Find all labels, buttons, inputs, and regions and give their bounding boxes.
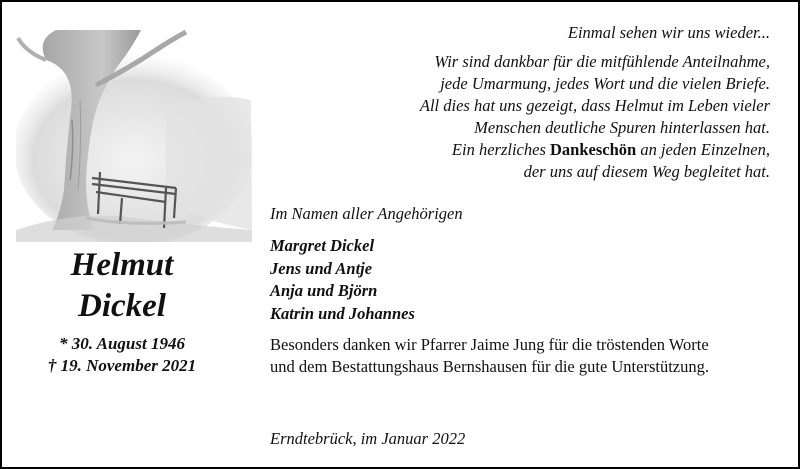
- deceased-last-name: Dickel: [78, 288, 166, 324]
- gratitude-line-thanks: [332, 139, 770, 161]
- thanks-prefix: Ein herzliches: [451, 140, 550, 159]
- gratitude-line: All dies hat uns gezeigt, dass Helmut im Leben vieler: [419, 96, 770, 115]
- tree-and-bench-illustration: [16, 30, 252, 242]
- gratitude-line: jede Umarmung, jedes Wort und die vielen Briefe.: [440, 74, 770, 93]
- gratitude-line: Menschen deutliche Spuren hinterlassen hat.: [474, 118, 770, 137]
- family-intro: Im Namen aller Angehörigen: [270, 204, 463, 223]
- family-member: Katrin und Johannes: [270, 303, 415, 323]
- family-member: Margret Dickel: [270, 236, 375, 255]
- special-thanks-line: Besonders danken wir Pfarrer Jaime Jung für die tröstenden Worte: [270, 335, 709, 354]
- gratitude-text: [332, 51, 770, 183]
- deceased-first-name: Helmut: [70, 247, 174, 283]
- thanks-emphasis: Dankeschön: [550, 140, 637, 159]
- special-thanks: [270, 334, 709, 378]
- family-list: [270, 235, 415, 325]
- place-and-date: Erndtebrück, im Januar 2022: [270, 429, 466, 448]
- special-thanks-line: und dem Bestattungshaus Bernshausen für die gute Unterstützung.: [270, 357, 709, 376]
- motto: Einmal sehen wir uns wieder...: [567, 23, 770, 42]
- family-member: Anja und Björn: [270, 281, 378, 300]
- gratitude-line: der uns auf diesem Weg begleitet hat.: [523, 162, 770, 181]
- gratitude-line: Wir sind dankbar für die mitfühlende Anteilnahme,: [434, 52, 770, 71]
- thanks-suffix: an jeden Einzelnen,: [636, 140, 770, 159]
- family-member: Jens und Antje: [270, 258, 373, 278]
- death-date: † 19. November 2021: [47, 356, 197, 375]
- birth-date: * 30. August 1946: [59, 334, 185, 353]
